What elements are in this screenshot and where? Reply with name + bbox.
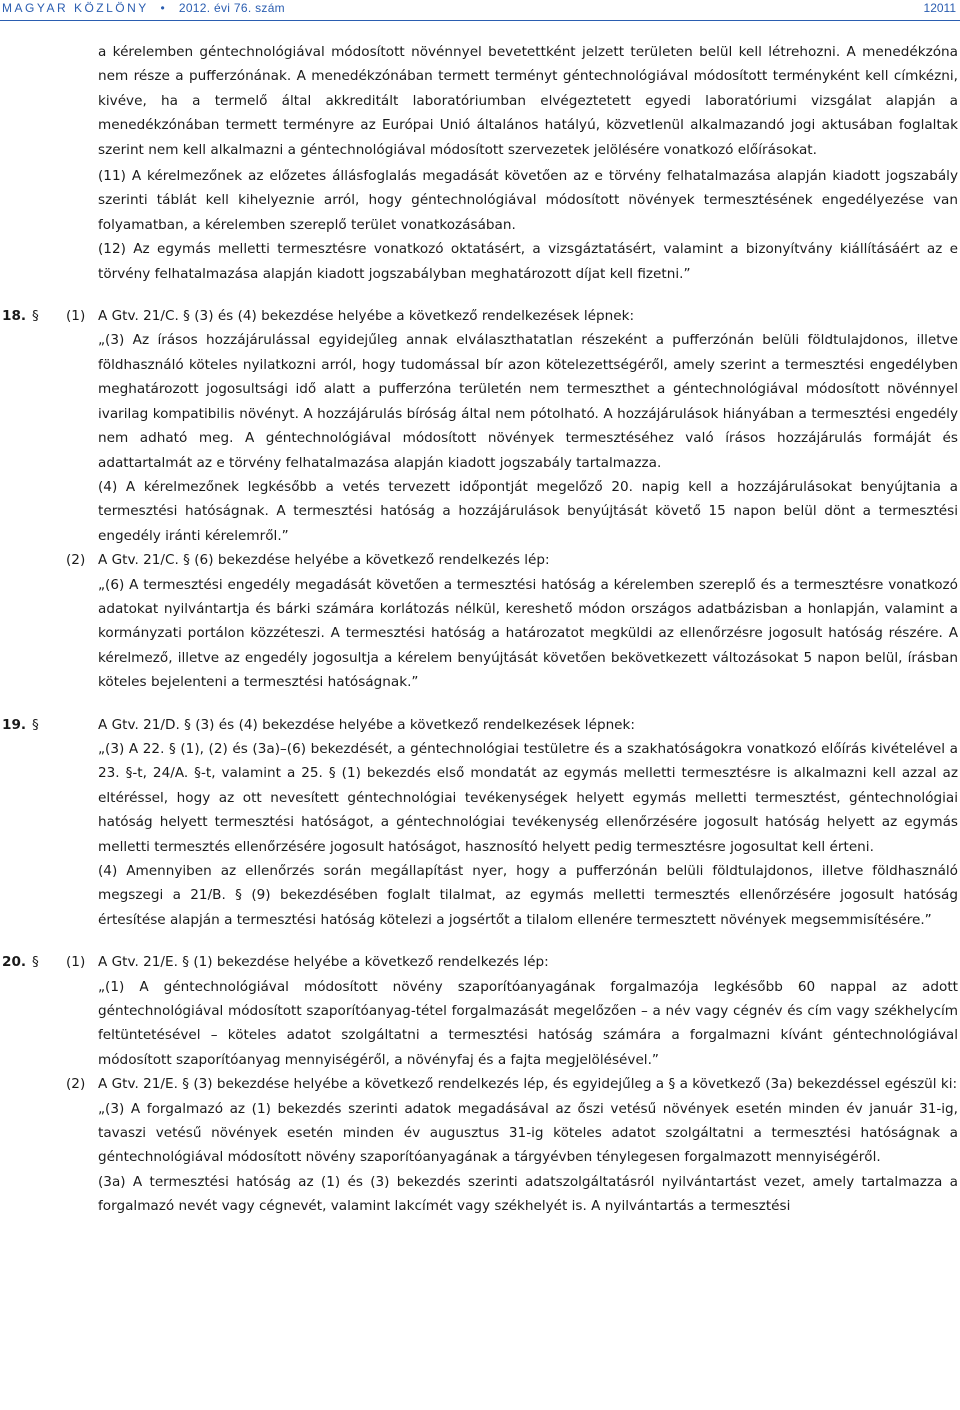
document-body xyxy=(0,40,960,1219)
subsection-text: A Gtv. 21/E. § (1) bekezdése helyébe a következő rendelkezés lép: xyxy=(98,954,549,971)
publication-title: MAGYAR KÖZLÖNY xyxy=(2,1,149,15)
subsection-number: (1) xyxy=(66,954,86,971)
issue-label: 2012. évi 76. szám xyxy=(178,1,285,15)
subsection-text: A Gtv. 21/E. § (3) bekezdése helyébe a következő rendelkezés lép, és egyidejűleg a § a következő (3a) bekezdéssel egészül ki: xyxy=(98,1076,958,1093)
section-18 xyxy=(0,304,960,328)
quoted-paragraph-6: „(6) A termesztési engedély megadását követően a termesztési hatóság a kérelemben szereplő és a termesztésre vonatkozó adatokat nyilvántartja és bárki számára korlátozás nélkül, kereshető módon országos adatbázisban a honlapján, valamint a kormányzati portálon közzéteszi. A termesztési hatóság a határozatot megküldi az ellenőrzésre jogosult hatóság részére. A kérelmező, illetve az engedély jogosultja a kérelem benyújtását követően bekövetkezett változásokat 5 napon belül, írásban köteles bejelenteni a termesztési hatóságnak.” xyxy=(98,576,958,691)
section-number: 20. xyxy=(2,954,27,971)
section-sign: § xyxy=(32,308,39,325)
section-20 xyxy=(0,950,960,974)
paragraph-menedekzona: a kérelemben géntechnológiával módosított növénnyel bevetettként jelzett területen belül kell létrehozni. A menedékzóna nem része a pufferzónának. A menedékzónában termett terményt géntechnológiával módosított terményként kell címkézni, kivéve, ha a termelő által akkreditált laboratóriumban elvégeztetett egyedi laboratóriumi vizsgálat alapján a menedékzónában termett terményre az Európai Unió általános hatályú, közvetlenül alkalmazandó jogi aktusában foglaltak szerint nem kell alkalmazni a géntechnológiával módosított szervezetek jelölésére vonatkozó előírásokat. xyxy=(98,44,958,158)
subsection-number: (2) xyxy=(66,1076,86,1093)
page-header xyxy=(0,0,960,21)
quoted-paragraph-4: (4) Amennyiben az ellenőrzés során megállapítást nyer, hogy a pufferzónán belüli földtulajdonos, illetve földhasználó megszegi a 21/B. § (9) bekezdésében foglalt tilalmat, az egymás melletti termesztés ellenőrzésére jogosult hatóság értesítése alapján a termesztési hatóság kötelezi a jogsértőt a tilalom ellenére termesztett növények megsemmisítésére.” xyxy=(98,863,958,928)
paragraph-12: (12) Az egymás melletti termesztésre vonatkozó oktatásért, a vizsgáztatásért, valamint a bizonyítvány kiállításáért az e törvény felhatalmazása alapján kiadott jogszabályban meghatározott díjat kell fizetni.” xyxy=(98,241,958,282)
subsection-text: A Gtv. 21/C. § (3) és (4) bekezdése helyébe a következő rendelkezések lépnek: xyxy=(98,308,635,325)
subsection-number: (1) xyxy=(66,308,86,325)
section-20-sub-2 xyxy=(0,1072,960,1096)
quoted-paragraph-3: „(3) Az írásos hozzájárulással egyidejűleg annak elválaszthatatlan részeként a pufferzónán belüli földtulajdonos, illetve földhasználó köteles nyilatkozni arról, hogy tudomással bír azon kötelezettségéről, amely szerint a termesztési engedélyben meghatározott jogosultsági idő alatt a pufferzóna területén nem termeszthet a géntechnológiával módosított növénnyel ivarilag kompatibilis növényt. A hozzájárulás bíróság által nem pótolható. A hozzájárulások hiányában a termesztési engedély nem adható meg. A géntechnológiával módosított növények termesztéséhez való írásos hozzájárulás formáját és adattartalmát az e törvény felhatalmazása alapján kiadott jogszabály tartalmazza. xyxy=(98,332,958,471)
section-19 xyxy=(0,713,960,737)
section-number: 18. xyxy=(2,308,27,325)
quoted-paragraph-4: (4) A kérelmezőnek legkésőbb a vetés tervezett időpontját megelőző 20. napig kell a hozzájárulásokat benyújtania a termesztési hatóságnak. A termesztési hatóság a hozzájárulások benyújtását követő 15 napon belül dönt a termesztési engedély iránti kérelemről.” xyxy=(98,478,958,544)
section-sign: § xyxy=(32,716,39,733)
quoted-paragraph-3: „(3) A 22. § (1), (2) és (3a)–(6) bekezdését, a géntechnológiai testületre és a szakhatóságokra vonatkozó előírás kivételével a 23. §-t, 24/A. §-t, valamint a 25. § (1) bekezdés első mondatát az egymás melletti termesztésre is alkalmazni kell azzal az eltéréssel, hogy az ott nevesített géntechnológiai tevékenységek helyett egymás melletti termesztést, géntechnológiai hatóság helyett termesztési hatóságot, a géntechnológiai tevékenység ellenőrzésére jogosult hatóság helyett az egymás melletti termesztés ellenőrzésére jogosult hatóságot, hasznosító helyett pedig termesztésre jogosultat kell érteni. xyxy=(98,740,958,855)
subsection-text: A Gtv. 21/C. § (6) bekezdése helyébe a következő rendelkezés lép: xyxy=(98,552,550,569)
section-number: 19. xyxy=(2,716,27,733)
paragraph-11: (11) A kérelmezőnek az előzetes állásfoglalás megadását követően az e törvény felhatalmazása alapján kiadott jogszabály szerinti táblát kell kihelyeznie arról, hogy géntechnológiával módosított növények termesztésének engedélyezése van folyamatban, a kérelemben szereplő terület vonatkozásában. xyxy=(98,168,958,233)
quoted-paragraph-1: „(1) A géntechnológiával módosított növény szaporítóanyagának forgalmazója legkésőbb 60 nappal az adott géntechnológiával módosított szaporítóanyag-tétel forgalmazását megelőzően – a név vagy cégnév és cím vagy székhelycím feltüntetésével – köteles adatot szolgáltatni a termesztési hatóság számára a forgalmazni kívánt géntechnológiával módosított szaporítóanyag mennyiségéről, a növényfaj és a fajta megjelölésével.” xyxy=(98,978,958,1068)
section-18-sub-2 xyxy=(0,548,960,572)
header-publication: MAGYAR KÖZLÖNY • 2012. évi 76. szám xyxy=(2,1,285,15)
quoted-paragraph-3a: (3a) A termesztési hatóság az (1) és (3) bekezdés szerinti adatszolgáltatásról nyilvántartást vezet, amely tartalmazza a forgalmazó nevét vagy cégnevét, valamint lakcímét vagy székhelyét is. A nyilvántartás a termesztési xyxy=(98,1173,958,1215)
subsection-number: (2) xyxy=(66,552,86,569)
quoted-paragraph-3: „(3) A forgalmazó az (1) bekezdés szerinti adatok megadásával az őszi vetésű növények esetén minden év január 31-ig, tavaszi vetésű növények esetén minden év augusztus 31-ig köteles adatot szolgáltatni a termesztési hatóságnak a géntechnológiával módosított növény szaporítóanyagának a tárgyévben ténylegesen forgalmazott mennyiségéről. xyxy=(98,1100,958,1166)
page-number: 12011 xyxy=(923,1,956,15)
section-text: A Gtv. 21/D. § (3) és (4) bekezdése helyébe a következő rendelkezések lépnek: xyxy=(98,716,635,733)
section-sign: § xyxy=(32,954,39,971)
